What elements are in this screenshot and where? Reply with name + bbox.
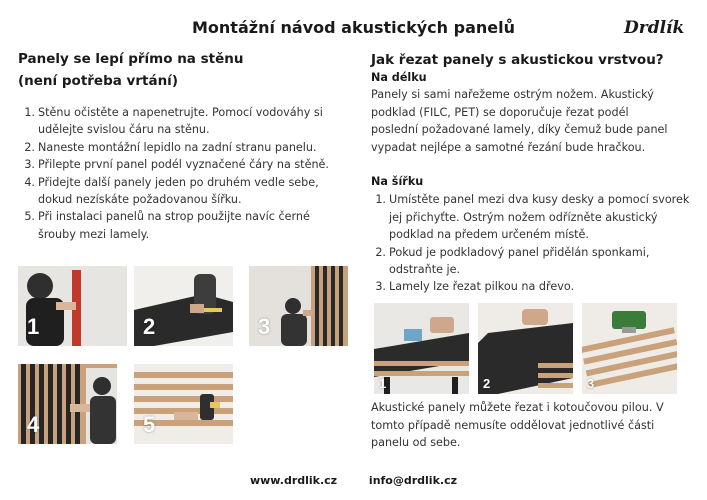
photo-number: 2 bbox=[483, 376, 491, 391]
length-subheading: Na délku bbox=[371, 71, 427, 84]
brand-logo: Drdlík bbox=[624, 18, 685, 38]
install-steps bbox=[18, 104, 348, 243]
install-step: 1. Stěnu očistěte a napenetrujte. Pomocí vodováhy si udělejte svislou čáru na stěnu. bbox=[24, 106, 323, 137]
photo-number: 3 bbox=[587, 376, 595, 391]
install-step: 3. Přilepte první panel podél vyznačené čáry na stěně. bbox=[24, 158, 329, 172]
length-text: Panely si sami nařežeme ostrým nožem. Akustický podklad (FILC, PET) se doporučuje řezat podél poslední požadované lamely, díky čemuž bude panel vypadat nejlépe a samotné řezání bude hračkou. bbox=[371, 88, 668, 154]
install-photo-3 bbox=[249, 266, 348, 346]
right-heading: Jak řezat panely s akustickou vrstvou? bbox=[371, 52, 664, 68]
install-photo-2 bbox=[134, 266, 233, 346]
install-step: 5. Při instalaci panelů na strop použijte navíc černé šrouby mezi lamely. bbox=[24, 210, 310, 241]
width-step: 1. Umístěte panel mezi dva kusy desky a pomocí svorek jej přichyťte. Ostrým nožem odřízněte akustický podklad na předem určeném místě. bbox=[375, 193, 690, 242]
left-heading-line1: Panely se lepí přímo na stěnu bbox=[18, 51, 244, 67]
website-link[interactable]: www.drdlik.cz bbox=[249, 474, 338, 487]
install-photo-4 bbox=[18, 364, 117, 444]
photo-number: 2 bbox=[143, 314, 156, 339]
install-step: 4. Přidejte další panely jeden po druhém vedle sebe, dokud nezískáte požadovanou šířku. bbox=[24, 175, 319, 207]
install-photo-5 bbox=[134, 364, 233, 444]
footer bbox=[0, 474, 707, 487]
right-column bbox=[371, 50, 691, 296]
width-step: 2. Pokud je podkladový panel přidělán sponkami, odstraňte je. bbox=[375, 245, 650, 276]
left-heading bbox=[18, 48, 348, 92]
cut-photo-1 bbox=[374, 303, 469, 394]
install-photo-1 bbox=[18, 266, 127, 346]
width-steps bbox=[371, 191, 691, 295]
width-subheading: Na šířku bbox=[371, 175, 424, 189]
page-title: Montážní návod akustických panelů bbox=[192, 18, 515, 37]
photo-number: 1 bbox=[27, 314, 40, 339]
photo-number: 1 bbox=[379, 376, 387, 391]
width-step: 3. Lamely lze řezat pilkou na dřevo. bbox=[375, 280, 575, 294]
left-column bbox=[18, 48, 348, 243]
photo-number: 4 bbox=[27, 412, 40, 437]
install-step: 2. Naneste montážní lepidlo na zadní stranu panelu. bbox=[24, 140, 317, 154]
cut-photo-2 bbox=[478, 303, 573, 394]
photo-number: 3 bbox=[258, 314, 271, 339]
photo-number: 5 bbox=[143, 412, 156, 437]
email-link[interactable]: info@drdlik.cz bbox=[368, 474, 457, 487]
circular-saw-note: Akustické panely můžete řezat i kotoučovou pilou. V tomto případě nemusíte oddělovat jednotlivé části panelu od sebe. bbox=[371, 401, 664, 450]
left-heading-line2: (není potřeba vrtání) bbox=[18, 73, 178, 89]
cut-photo-3 bbox=[582, 303, 677, 394]
